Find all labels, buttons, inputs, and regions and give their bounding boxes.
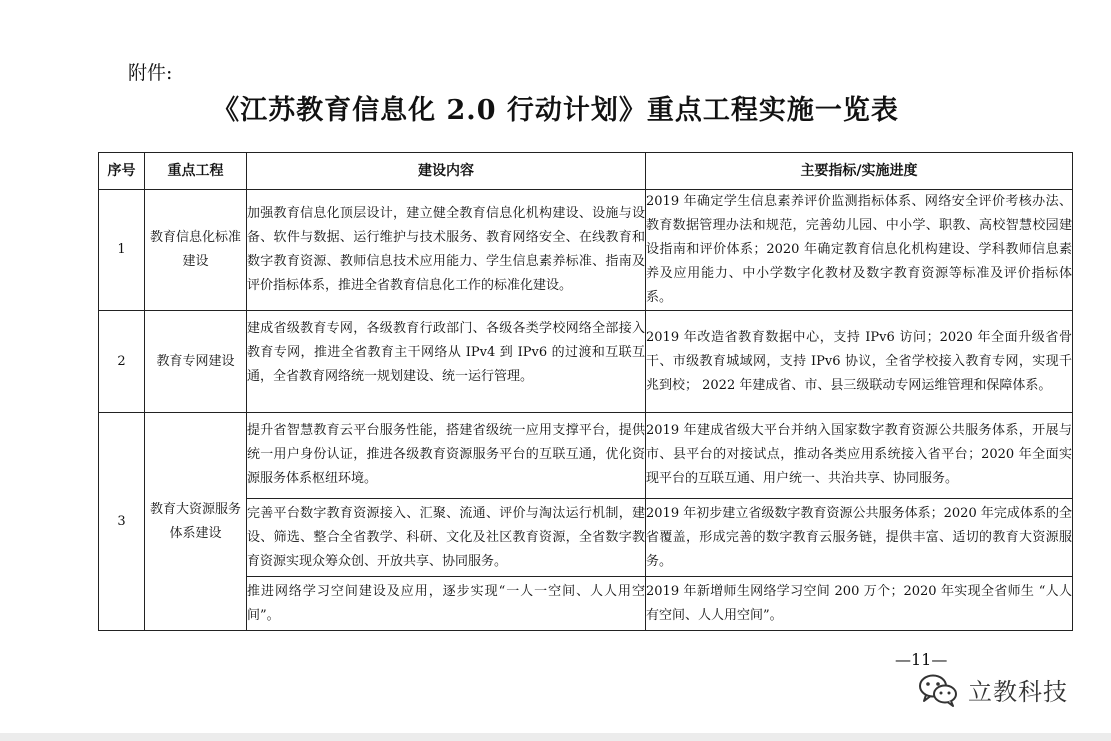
header-project: 重点工程	[145, 153, 247, 190]
row-indicators: 2019 年建成省级大平台并纳入国家数字教育资源公共服务体系，开展与市、县平台的对接试点，推动各类应用系统接入省平台；2020 年全面实现平台的互联互通、用户统一、共治共享、协同服务。	[646, 413, 1073, 499]
row-project: 教育信息化标准建设	[145, 190, 247, 311]
row-indicators: 2019 年新增师生网络学习空间 200 万个；2020 年实现全省师生 “人人有空间、人人用空间”。	[646, 577, 1073, 631]
attachment-label: 附件:	[128, 62, 173, 84]
table-row	[99, 413, 1073, 499]
header-indicators: 主要指标/实施进度	[646, 153, 1073, 190]
project-table	[98, 152, 1073, 631]
header-no: 序号	[99, 153, 145, 190]
row-content: 完善平台数字教育资源接入、汇聚、流通、评价与淘汰运行机制，建设、筛选、整合全省教学、科研、文化及社区教育资源，全省数字教育资源实现众筹众创、开放共享、协同服务。	[247, 499, 646, 577]
row-no: 1	[99, 190, 145, 311]
row-indicators: 2019 年初步建立省级数字教育资源公共服务体系；2020 年完成体系的全省覆盖，形成完善的数字教育云服务链，提供丰富、适切的教育大资源服务。	[646, 499, 1073, 577]
wechat-icon	[918, 673, 958, 707]
row-content: 加强教育信息化顶层设计，建立健全教育信息化机构建设、设施与设备、软件与数据、运行维护与技术服务、教育网络安全、在线教育和数字教育资源、教师信息技术应用能力、学生信息素养标准、指南及评价指标体系，推进全省教育信息化工作的标准化建设。	[247, 190, 646, 311]
watermark	[918, 672, 1068, 707]
row-indicators: 2019 年改造省教育数据中心，支持 IPv6 访问；2020 年全面升级省骨干、市级教育城域网，支持 IPv6 协议，全省学校接入教育专网，实现千兆到校； 2022 年建成省、市、县三级联动专网运维管理和保障体系。	[646, 311, 1073, 413]
page-number: —11—	[895, 650, 948, 669]
page-bottom-edge	[0, 733, 1111, 741]
row-project: 教育专网建设	[145, 311, 247, 413]
document-title: 《江苏教育信息化 2.0 行动计划》重点工程实施一览表	[212, 95, 899, 126]
watermark-text: 立教科技	[968, 678, 1068, 706]
row-no: 3	[99, 413, 145, 631]
table-row	[99, 190, 1073, 311]
table-row	[99, 311, 1073, 413]
header-content: 建设内容	[247, 153, 646, 190]
row-project: 教育大资源服务体系建设	[145, 413, 247, 631]
row-indicators: 2019 年确定学生信息素养评价监测指标体系、网络安全评价考核办法、教育数据管理办法和规范，完善幼儿园、中小学、职教、高校智慧校园建设指南和评价体系；2020 年确定教育信息化机构建设、学科教师信息素养及应用能力、中小学数字化教材及数字教育资源等标准及评价指标体系。	[646, 190, 1073, 311]
row-content: 建成省级教育专网，各级教育行政部门、各级各类学校网络全部接入教育专网，推进全省教育主干网络从 IPv4 到 IPv6 的过渡和互联互通，全省教育网络统一规划建设、统一运行管理。	[247, 311, 646, 413]
row-no: 2	[99, 311, 145, 413]
row-content: 提升省智慧教育云平台服务性能，搭建省级统一应用支撑平台，提供统一用户身份认证，推进各级教育资源服务平台的互联互通，优化资源服务体系枢纽环境。	[247, 413, 646, 499]
table-header-row	[99, 153, 1073, 190]
row-content: 推进网络学习空间建设及应用，逐步实现“一人一空间、人人用空间”。	[247, 577, 646, 631]
